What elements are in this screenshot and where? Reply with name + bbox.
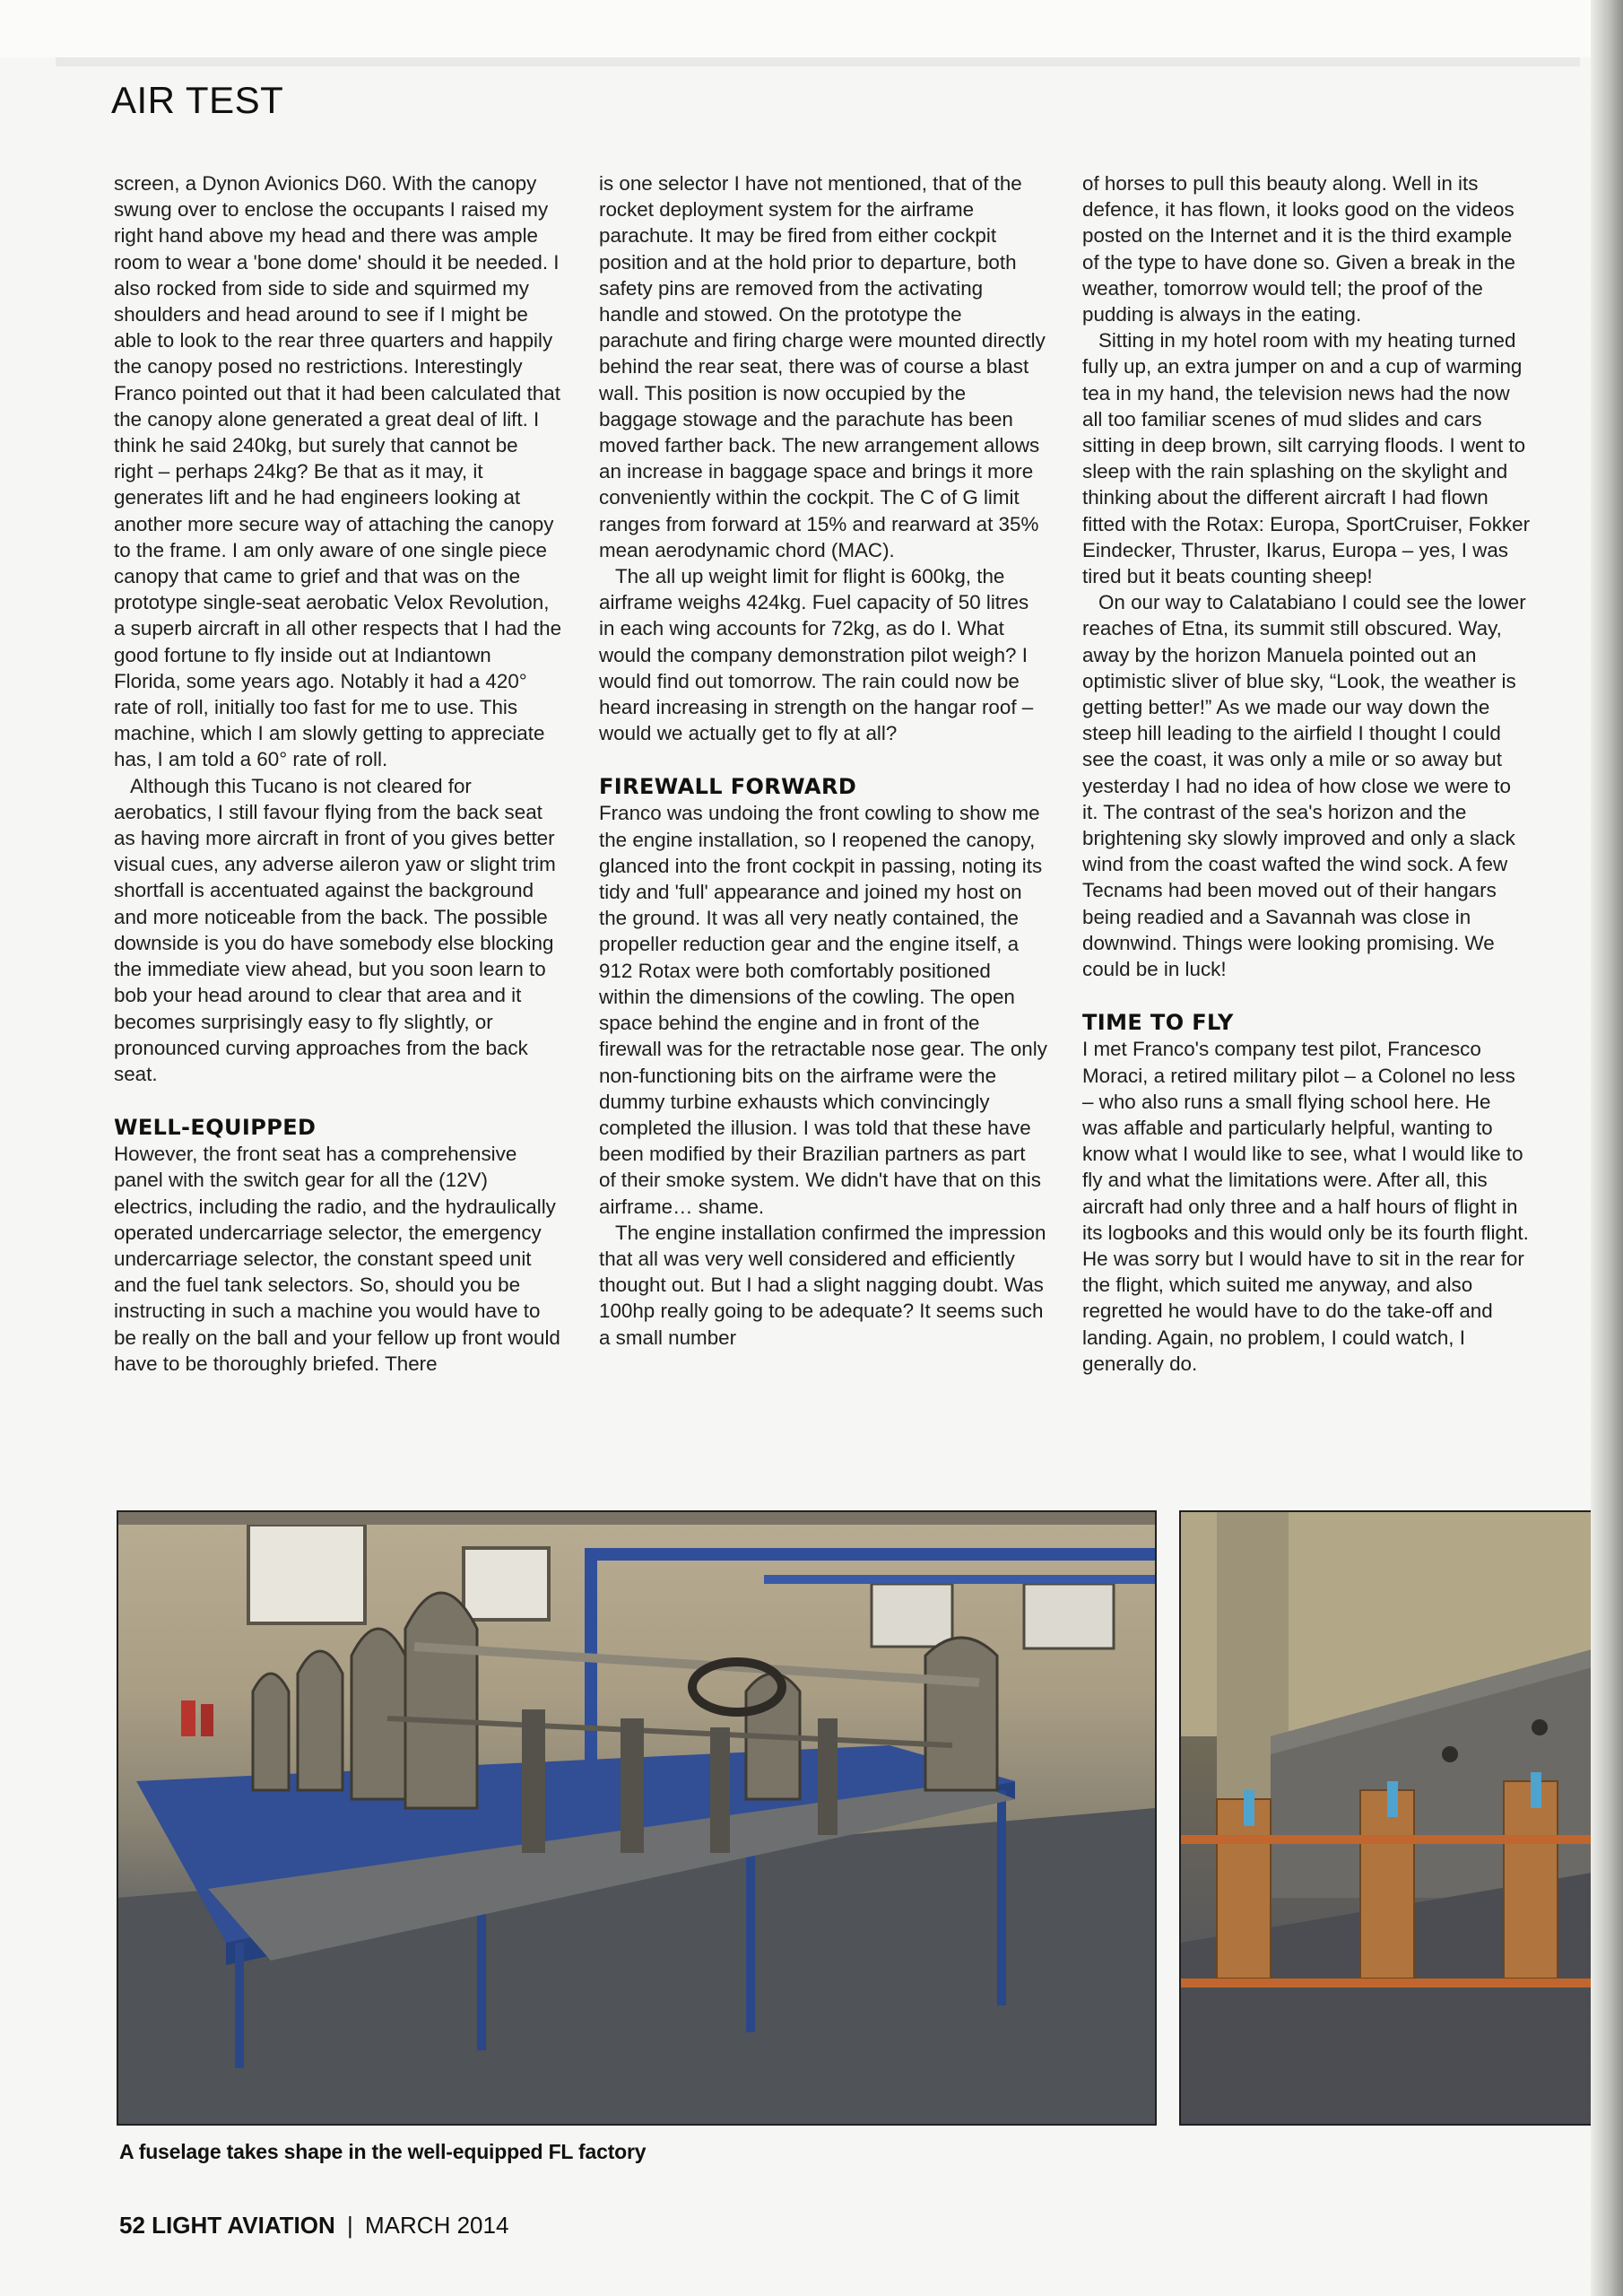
paragraph: Sitting in my hotel room with my heating turned fully up, an extra jumper on and a cup of warming tea in my hand, the television news had the now all too familiar scenes of mud slides and cars sitting in deep brown, silt carrying floods. I went to sleep with the rain splashing on the skylight and thinking about the different aircraft I had flown fitted with the Rotax: Europa, SportCruiser, Fokker Eindecker, Thruster, Ikarus, Europa – yes, I was tired but it beats counting sheep! xyxy=(1082,329,1531,588)
paragraph: Although this Tucano is not cleared for aerobatics, I still favour flying from the back seat as having more aircraft in front of you gives better visual cues, any adverse aileron yaw or slight trim shortfall is accentuated against the background and more noticeable from the back. The possible downside is you do have somebody else blocking the immediate view ahead, but you soon learn to bob your head around to clear that area and it becomes surprisingly easy to fly slightly, or pronounced curving approaches from the back seat. xyxy=(114,774,556,1085)
paragraph: I met Franco's company test pilot, Francesco Moraci, a retired military pilot – a Colonel no less – who also runs a small flying school here. He was affable and particularly helpful, wanting to know what I would like to see, what I would like to fly and what the limitations were. After all, this aircraft had only three and a half hours of flight in its logbooks and this would only be its fourth flight. He was sorry but I would have to sit in the rear for the flight, which suited me anyway, and also regretted he would have to do the take-off and landing. Again, no problem, I could watch, I generally do. xyxy=(1082,1038,1529,1375)
paragraph: is one selector I have not mentioned, that of the rocket deployment system for the airframe parachute. It may be fired from either cockpit position and at the hold prior to departure, both safety pins are removed from the activating handle and stowed. On the prototype the parachute and firing charge were mounted directly behind the rear seat, there was of course a blast wall. This position is now occupied by the baggage stowage and the parachute has been moved farther back. The new arrangement allows an increase in baggage space and brings it more conveniently within the cockpit. The C of G limit ranges from forward at 15% and rearward at 35% mean aerodynamic chord (MAC). xyxy=(599,172,1046,561)
page-footer xyxy=(119,2212,508,2239)
text-column-2 xyxy=(599,170,1047,1351)
paragraph: of horses to pull this beauty along. Well in its defence, it has flown, it looks good on the videos posted on the Internet and it is the third example of the type to have done so. Given a break in the weather, tomorrow would tell; the proof of the pudding is always in the eating. xyxy=(1082,172,1515,326)
page-number: 52 xyxy=(119,2212,145,2239)
issue-date: MARCH 2014 xyxy=(365,2212,509,2239)
paragraph: On our way to Calatabiano I could see the lower reaches of Etna, its summit still obscured. Way, away by the horizon Manuela pointed out an optimistic sliver of blue sky, “Look, the weather is getting better!” As we made our way down the steep hill leading to the airfield I thought I could see the coast, it was only a mile or so away but yesterday I had no idea of how close we were to it. The contrast of the sea's horizon and the brightening sky slowly improved and only a slack wind from the coast wafted the wind sock. A few Tecnams had been moved out of their hangars being readied and a Savannah was close in downwind. Things were looking promising. We could be in luck! xyxy=(1082,591,1526,981)
paragraph: Franco was undoing the front cowling to show me the engine installation, so I reopened the canopy, glanced into the front cockpit in passing, noting its tidy and 'full' appearance and joined my host on the ground. It was all very neatly contained, the propeller reduction gear and the engine itself, a 912 Rotax were both comfortably positioned within the dimensions of the cowling. The open space behind the engine and in front of the firewall was for the retractable nose gear. The only non-functioning bits on the airframe were the dummy turbine exhausts which convincingly completed the illusion. I was told that these have been modified by their Brazilian partners as part of their smoke system. We didn't have that on this airframe… shame. xyxy=(599,802,1047,1218)
paragraph: screen, a Dynon Avionics D60. With the canopy swung over to enclose the occupants I raised my right hand above my head and there was ample room to wear a 'bone dome' should it be needed. I also rocked from side to side and squirmed my shoulders and head around to see if I might be able to look to the rear three quarters and happily the canopy posed no restrictions. Interestingly Franco pointed out that it had been calculated that the canopy alone generated a great deal of lift. I think he said 240kg, but surely that cannot be right – perhaps 24kg? Be that as it may, it generates lift and he had engineers looking at another more secure way of attaching the canopy to the frame. I am only aware of one single piece canopy that came to grief and that was on the prototype single-seat aerobatic Velox Revolution, a superb aircraft in all other respects that I had the good fortune to fly inside out at Indiantown Florida, some years ago. Notably it had a 420° rate of roll, initially too fast for me to use. This machine, which I am slowly getting to appreciate has, I am told a 60° rate of roll. xyxy=(114,172,562,771)
page-binding-shadow xyxy=(1591,0,1623,2296)
factory-photo-illustration xyxy=(118,1512,1155,2124)
paragraph: The engine installation confirmed the impression that all was very well considered and efficiently thought out. But I had a slight nagging doubt. Was 100hp really going to be adequate? It seems such a small number xyxy=(599,1221,1046,1349)
section-tag: AIR TEST xyxy=(111,79,284,121)
wing-jig-illustration xyxy=(1181,1512,1602,2124)
subheading-time-to-fly: TIME TO FLY xyxy=(1082,1010,1234,1036)
factory-photo xyxy=(117,1510,1157,2126)
wing-jig-photo xyxy=(1179,1510,1604,2126)
page-top-band xyxy=(56,57,1580,66)
paragraph: The all up weight limit for flight is 600kg, the airframe weighs 424kg. Fuel capacity of 50 litres in each wing accounts for 72kg, as do I. What would the company demonstration pilot weigh? I would find out tomorrow. The rain could now be heard increasing in strength on the hangar roof – would we actually get to fly at all? xyxy=(599,565,1034,745)
subheading-firewall-forward: FIREWALL FORWARD xyxy=(599,774,857,800)
text-column-1 xyxy=(114,170,562,1377)
photo-caption: A fuselage takes shape in the well-equipped FL factory xyxy=(119,2140,647,2163)
subheading-well-equipped: WELL-EQUIPPED xyxy=(114,1115,317,1141)
footer-separator: | xyxy=(347,2212,353,2239)
page-top-margin xyxy=(0,0,1623,57)
paragraph: However, the front seat has a comprehensive panel with the switch gear for all the (12V) electrics, including the radio, and the hydraulically operated undercarriage selector, the emergency undercarriage selector, the constant speed unit and the fuel tank selectors. So, should you be instructing in such a machine you would have to be really on the ball and your fellow up front would have to be thoroughly briefed. There xyxy=(114,1143,560,1375)
magazine-name: LIGHT AVIATION xyxy=(152,2212,335,2239)
text-column-3 xyxy=(1082,170,1531,1377)
